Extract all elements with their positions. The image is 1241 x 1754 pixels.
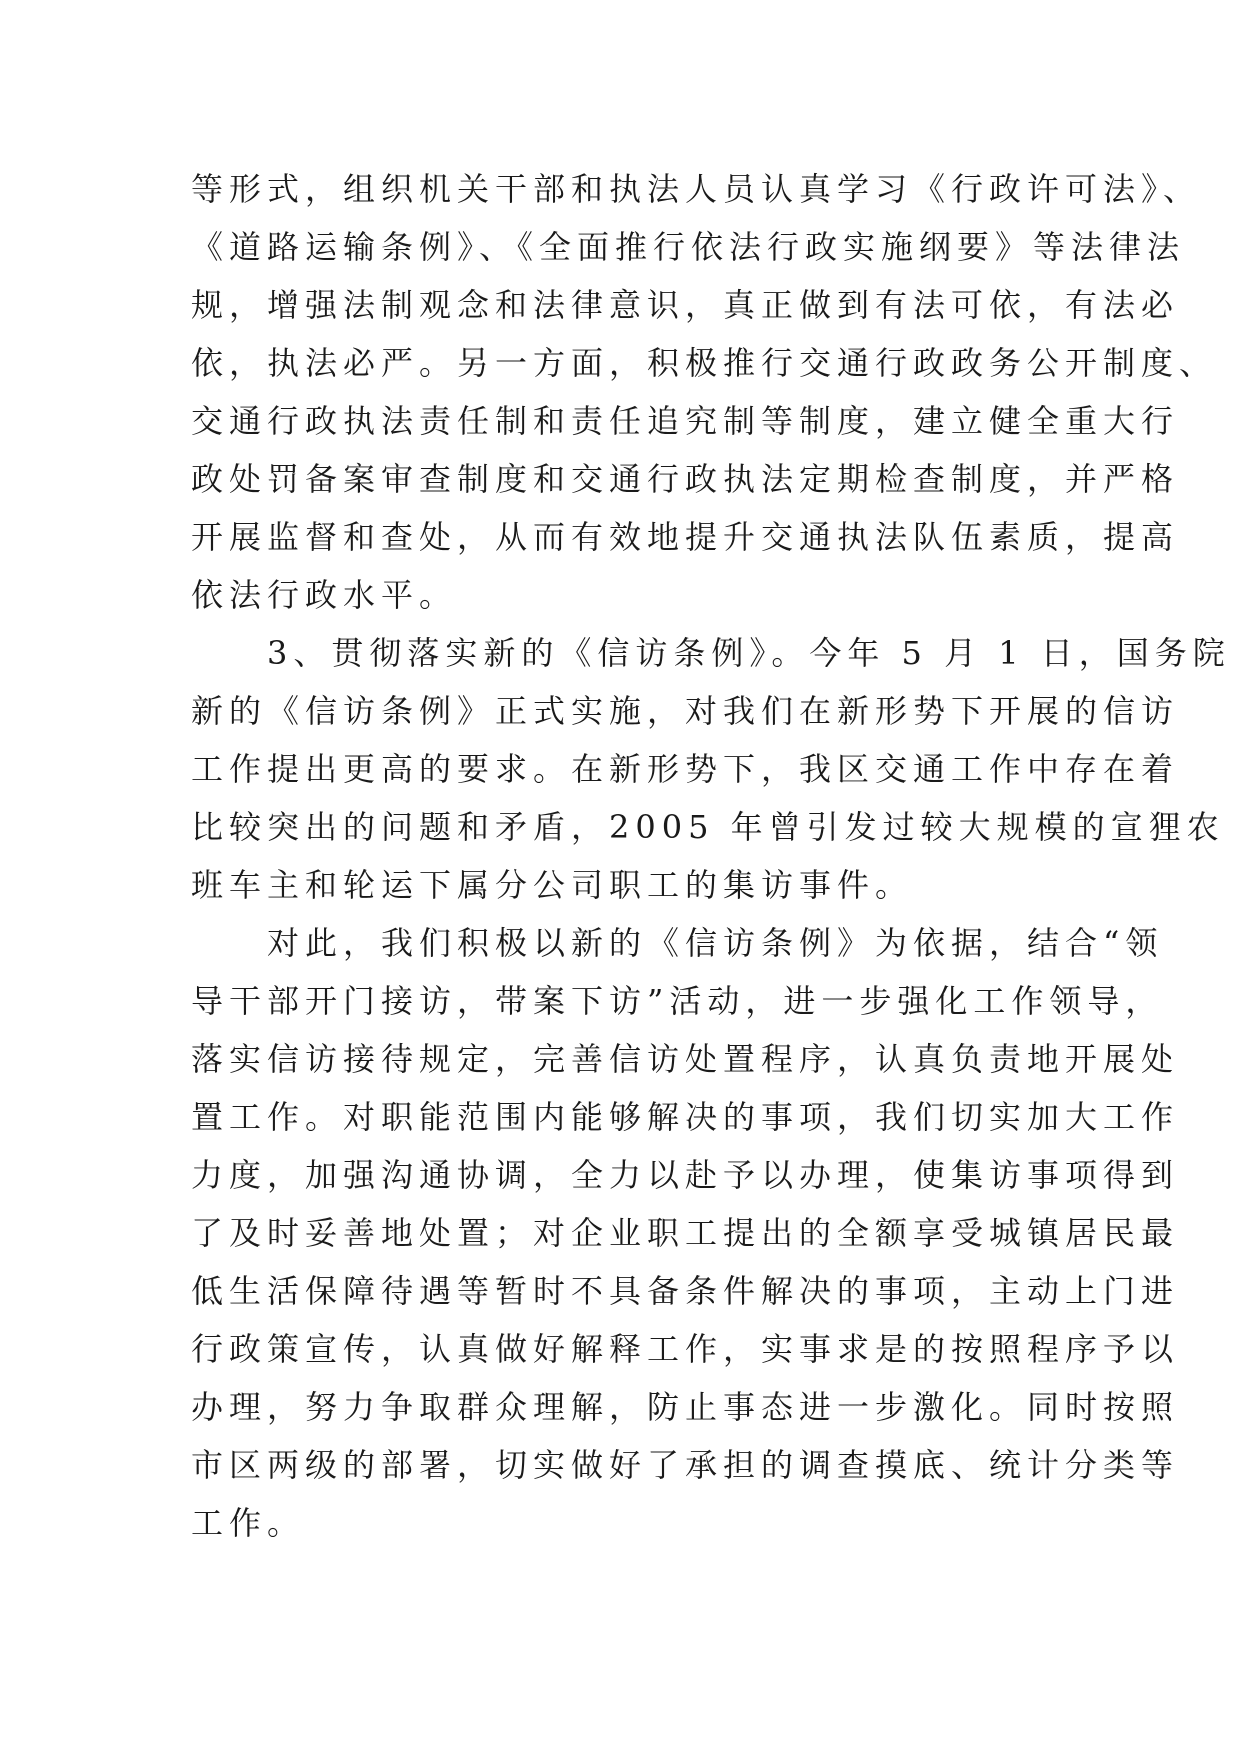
- text-line: 新的《信访条例》正式实施，对我们在新形势下开展的信访: [191, 692, 1180, 730]
- text-line: 对此，我们积极以新的《信访条例》为依据，结合“领: [191, 924, 1164, 962]
- text-line: 置工作。对职能范围内能够解决的事项，我们切实加大工作: [191, 1098, 1180, 1136]
- text-line: 《道路运输条例》、《全面推行依法行政实施纲要》等法律法: [191, 228, 1186, 266]
- text-line: 办理，努力争取群众理解，防止事态进一步激化。同时按照: [191, 1388, 1180, 1426]
- text-line: 比较突出的问题和矛盾，2005 年曾引发过较大规模的宣狸农: [191, 808, 1225, 846]
- text-line: 低生活保障待遇等暂时不具备条件解决的事项，主动上门进: [191, 1272, 1180, 1310]
- text-line: 班车主和轮运下属分公司职工的集访事件。: [191, 866, 914, 904]
- text-line: 工作。: [191, 1504, 306, 1542]
- text-line: 了及时妥善地处置；对企业职工提出的全额享受城镇居民最: [191, 1214, 1180, 1252]
- text-line: 规，增强法制观念和法律意识，真正做到有法可依，有法必: [191, 286, 1180, 324]
- text-line: 落实信访接待规定，完善信访处置程序，认真负责地开展处: [191, 1040, 1180, 1078]
- text-line: 工作提出更高的要求。在新形势下，我区交通工作中存在着: [191, 750, 1180, 788]
- text-line: 依法行政水平。: [191, 576, 458, 614]
- text-line: 行政策宣传，认真做好解释工作，实事求是的按照程序予以: [191, 1330, 1180, 1368]
- text-line: 开展监督和查处，从而有效地提升交通执法队伍素质，提高: [191, 518, 1180, 556]
- text-line: 依，执法必严。另一方面，积极推行交通行政政务公开制度、: [191, 344, 1218, 382]
- text-line: 政处罚备案审查制度和交通行政执法定期检查制度，并严格: [191, 460, 1180, 498]
- body-text: [191, 160, 1231, 1552]
- text-line: 交通行政执法责任制和责任追究制等制度，建立健全重大行: [191, 402, 1180, 440]
- text-line: 市区两级的部署，切实做好了承担的调查摸底、统计分类等: [191, 1446, 1180, 1484]
- text-line: 3、贯彻落实新的《信访条例》。今年 5 月 1 日，国务院: [191, 634, 1231, 672]
- text-line: 力度，加强沟通协调，全力以赴予以办理，使集访事项得到: [191, 1156, 1180, 1194]
- text-line: 导干部开门接访，带案下访”活动，进一步强化工作领导，: [191, 982, 1164, 1020]
- text-line: 等形式，组织机关干部和执法人员认真学习《行政许可法》、: [191, 170, 1202, 208]
